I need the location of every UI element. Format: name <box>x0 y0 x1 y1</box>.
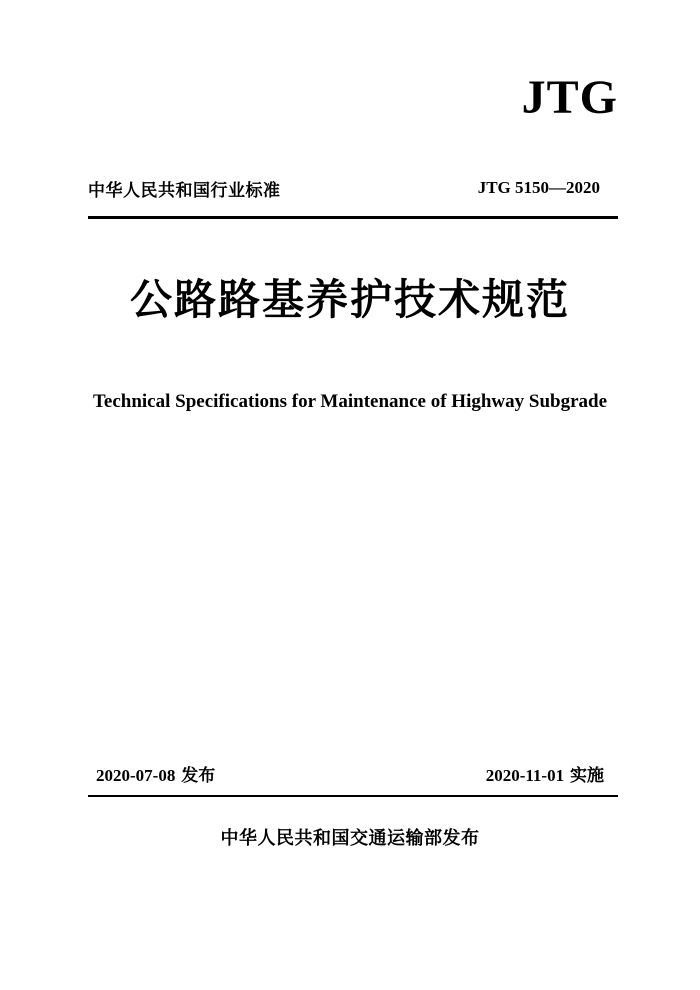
effective-date: 2020-11-01 <box>485 765 565 785</box>
effective-label: 实施 <box>570 765 604 786</box>
standard-logo: JTG <box>521 71 618 124</box>
issue-date: 2020-07-08 <box>96 765 176 785</box>
effective-info <box>486 761 604 786</box>
title-english: Technical Specifications for Maintenance of Highway Subgrade <box>92 391 608 412</box>
date-row <box>96 761 604 785</box>
standard-number: JTG 5150—2020 <box>477 178 600 197</box>
issue-info <box>96 761 215 786</box>
publisher: 中华人民共和国交通运输部发布 <box>220 828 480 849</box>
standard-category: 中华人民共和国行业标准 <box>88 180 281 201</box>
bottom-divider <box>88 795 618 797</box>
issue-label: 发布 <box>181 765 216 786</box>
title-chinese: 公路路基养护技术规范 <box>129 275 570 324</box>
header-row <box>88 176 618 200</box>
top-divider <box>88 216 618 219</box>
